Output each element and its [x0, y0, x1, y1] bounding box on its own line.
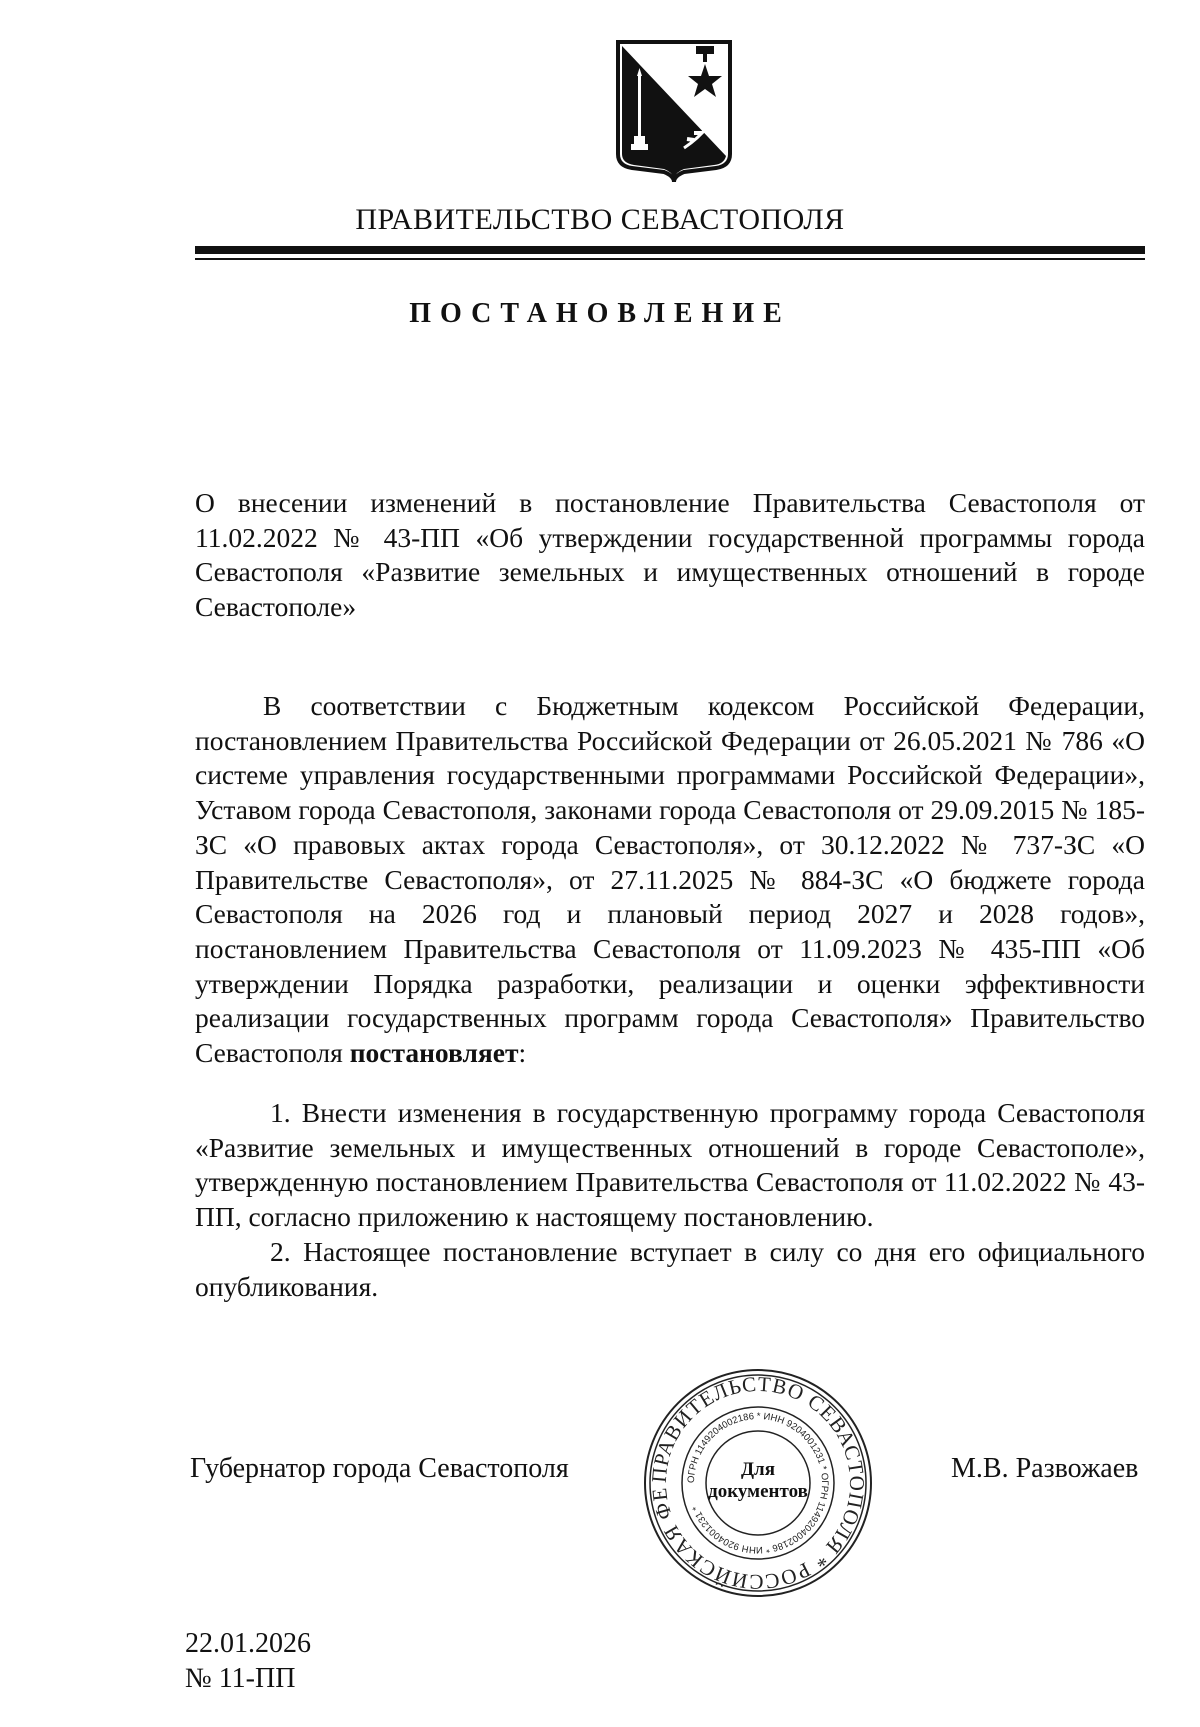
item-2: 2. Настоящее постановление вступает в силу со дня его официального опубликования.: [195, 1236, 1145, 1302]
document-number: № 11-ПП: [185, 1663, 296, 1694]
seal-center-line-2: документов: [708, 1481, 808, 1502]
document-date: 22.01.2026: [185, 1628, 311, 1659]
document-subject: О внесении изменений в постановление Правительства Севастополя от 11.02.2022 № 43-ПП «Об утверждении государственной программы города Севастополя «Развитие земельных и имущественных отношений в городе Севастополе»: [195, 487, 1145, 623]
seal-outer-ring-text: ПРАВИТЕЛЬСТВО СЕВАСТОПОЛЯ * РОССИЙСКАЯ ФЕ: [646, 1371, 870, 1595]
header-rule-thick: [195, 246, 1145, 254]
item-1: 1. Внести изменения в государственную программу города Севастополя «Развитие земельных и имущественных отношений в городе Севастополе», утвержденную постановлением Правительства Севастополя от 11.02.2022 № 43-ПП, согласно приложению к настоящему постановлению.: [195, 1097, 1145, 1233]
official-seal: [642, 1367, 874, 1599]
signatory-name: М.В. Развожаев: [951, 1453, 1139, 1484]
government-name: ПРАВИТЕЛЬСТВО СЕВАСТОПОЛЯ: [355, 203, 845, 236]
seal-center-line-1: Для: [740, 1459, 775, 1480]
preamble-text: В соответствии с Бюджетным кодексом Российской Федерации, постановлением Правительства Российской Федерации от 26.05.2021 № 786 «О системе управления государственными программами Российской Федерации», Уставом города Севастополя, законами города Севастополя от 29.09.2015 № 185-ЗС «О правовых актах города Севастополя», от 30.12.2022 № 737-ЗС «О Правительстве Севастополя», от 27.11.2025 № 884-ЗС «О бюджете города Севастополя на 2026 год и плановый период 2027 и 2028 годов», постановлением Правительства Севастополя от 11.09.2023 № 435-ПП «Об утверждении Порядка разработки, реализации и оценки эффективности реализации государственных программ города Севастополя» Правительство Севастополя: [195, 690, 1145, 1069]
document-type: ПОСТАНОВЛЕНИЕ: [409, 298, 791, 329]
signatory-position: Губернатор города Севастополя: [190, 1453, 569, 1484]
header-rule-thin: [195, 258, 1145, 260]
preamble-colon: :: [518, 1037, 527, 1069]
seal-inner-ring-text: ОГРН 1149204002186 * ИНН 9204001231 * ОГРН 1149204002186 * ИНН 9204001231 *: [685, 1410, 831, 1556]
decree-word: постановляет: [349, 1037, 519, 1069]
sevastopol-coat-of-arms-icon: [612, 36, 736, 186]
preamble-paragraph: [195, 689, 1145, 1071]
